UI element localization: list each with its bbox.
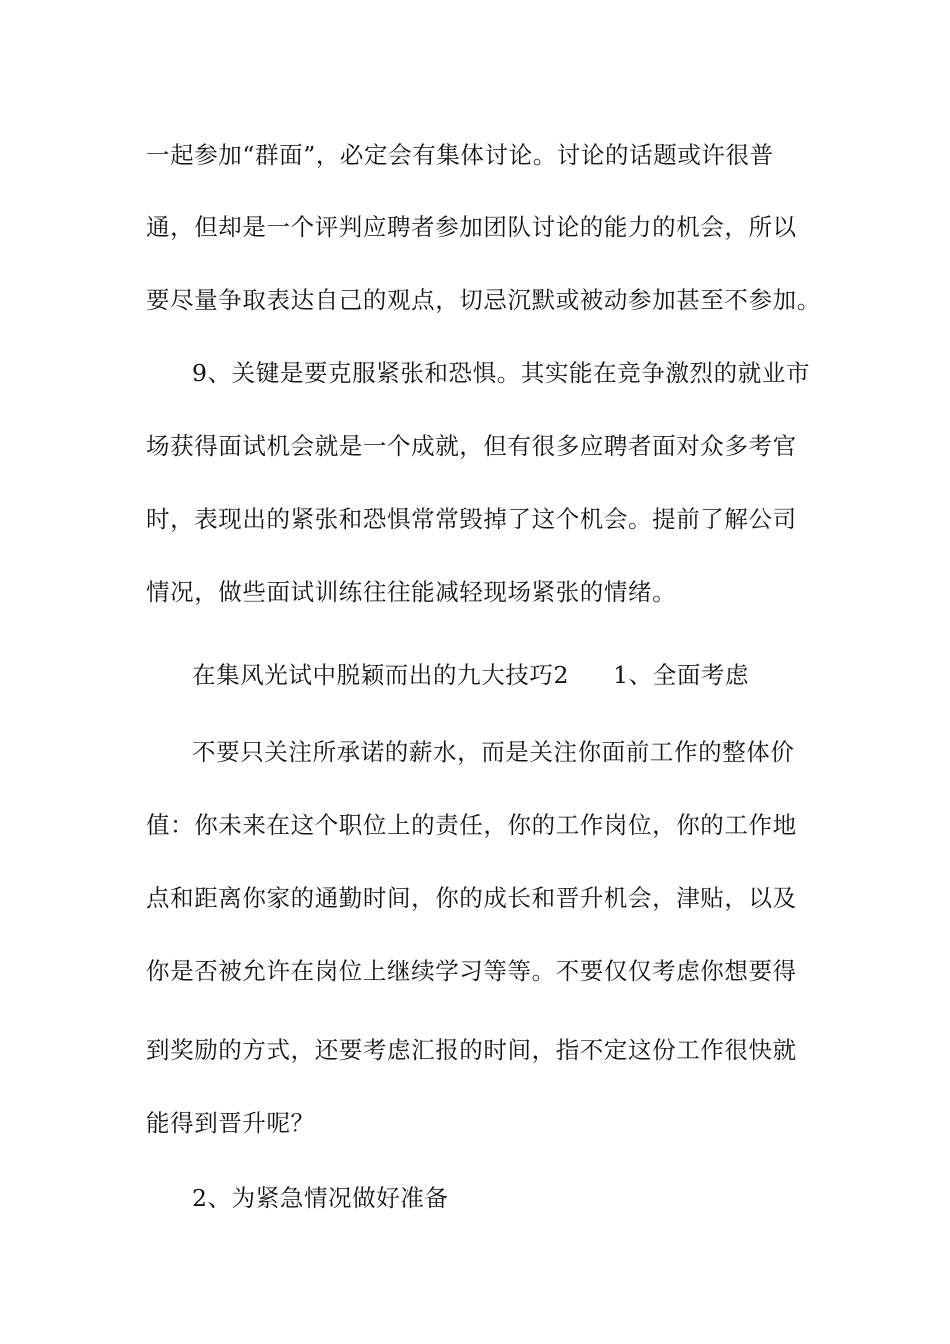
text-line: 场获得面试机会就是一个成就，但有很多应聘者面对众多考官: [146, 432, 797, 460]
text-line: 情况，做些面试训练往往能减轻现场紧张的情绪。: [146, 578, 677, 606]
text-line: 值：你未来在这个职位上的责任，你的工作岗位，你的工作地: [146, 811, 797, 839]
text-line: 一起参加“群面”，必定会有集体讨论。讨论的话题或许很普: [146, 141, 774, 169]
text-line: 9、关键是要克服紧张和恐惧。其实能在竞争激烈的就业市: [192, 359, 811, 387]
text-line: 不要只关注所承诺的薪水，而是关注你面前工作的整体价: [192, 738, 795, 766]
text-line: 能得到晋升呢？: [146, 1109, 315, 1137]
text-line: 通，但却是一个评判应聘者参加团队讨论的能力的机会，所以: [146, 213, 797, 241]
section-title: 在集风光试中脱颖而出的九大技巧2: [192, 661, 570, 689]
subsection-heading: 2、为紧急情况做好准备: [192, 1184, 449, 1212]
section-heading: [192, 660, 749, 690]
text-line: 点和距离你家的通勤时间，你的成长和晋升机会，津贴，以及: [146, 884, 797, 912]
text-line: 到奖励的方式，还要考虑汇报的时间，指不定这份工作很快就: [146, 1036, 797, 1064]
subsection-title: 1、全面考虑: [613, 661, 750, 689]
text-line: 要尽量争取表达自己的观点，切忌沉默或被动参加甚至不参加。: [146, 286, 821, 314]
text-line: 你是否被允许在岗位上继续学习等等。不要仅仅考虑你想要得: [146, 957, 797, 985]
text-line: 时，表现出的紧张和恐惧常常毁掉了这个机会。提前了解公司: [146, 505, 797, 533]
